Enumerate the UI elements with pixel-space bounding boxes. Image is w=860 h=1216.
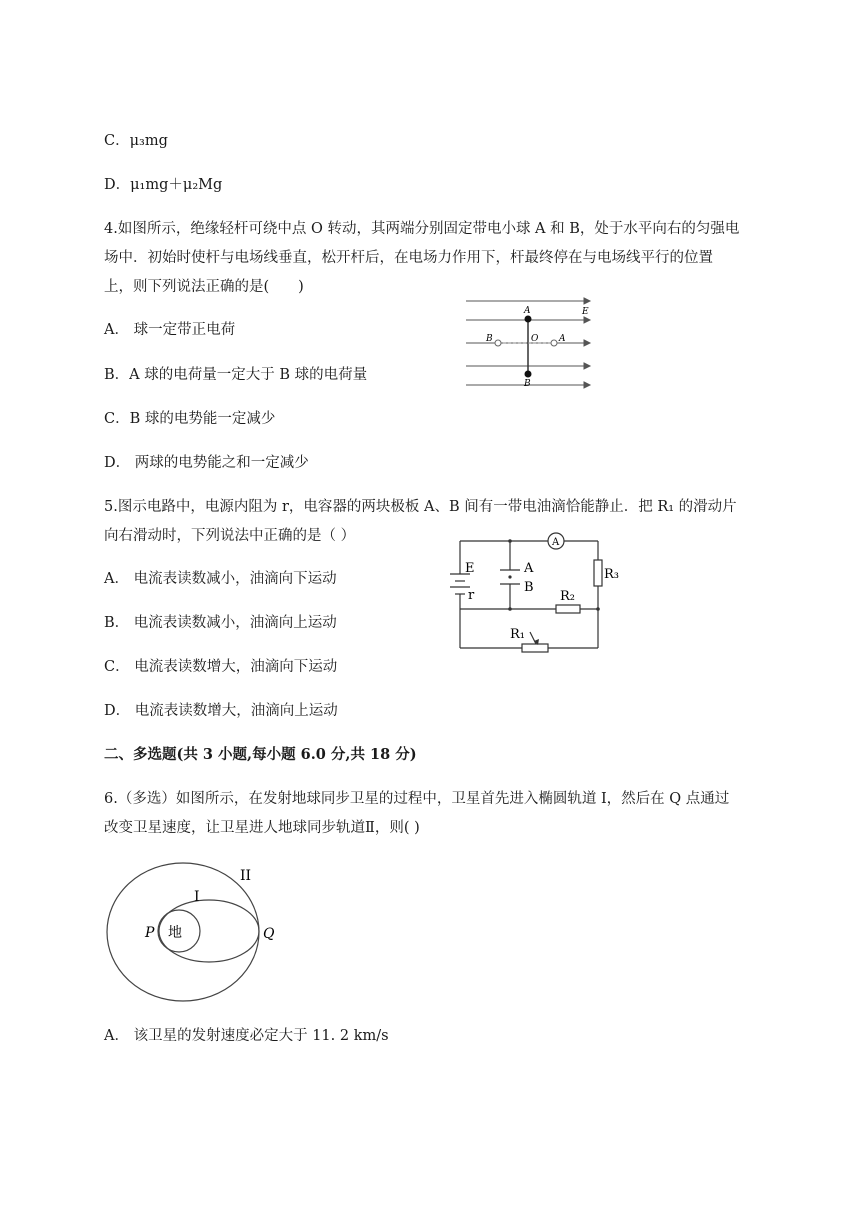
q4-label-b-bottom: B bbox=[524, 379, 531, 389]
q4-label-a-top: A bbox=[524, 306, 531, 316]
q6-option-a: A． 该卫星的发射速度必定大于 11. 2 km/s bbox=[104, 1028, 389, 1044]
q6-label-q: Q bbox=[263, 926, 275, 942]
q4-label-b-left: B bbox=[486, 334, 493, 344]
q5-label-r2: R₂ bbox=[560, 589, 575, 604]
section-heading: 二、多选题(共 3 小题,每小题 6.0 分,共 18 分) bbox=[104, 746, 417, 763]
q4-stem-line3: 上，则下列说法正确的是( ) bbox=[104, 279, 304, 295]
q5-label-r1: R₁ bbox=[510, 627, 525, 642]
q6-label-p: P bbox=[145, 925, 155, 941]
q5-option-b: B． 电流表读数减小，油滴向上运动 bbox=[104, 615, 337, 631]
q5-option-d: D． 电流表读数增大，油滴向上运动 bbox=[104, 703, 338, 719]
q5-option-a: A． 电流表读数减小，油滴向下运动 bbox=[104, 571, 337, 587]
q4-option-d: D． 两球的电势能之和一定减少 bbox=[104, 455, 309, 471]
q5-ammeter-label: A bbox=[552, 537, 560, 548]
q5-label-r3: R₃ bbox=[604, 567, 619, 582]
q3-option-c: C．μ₃mg bbox=[104, 133, 168, 149]
q6-stem-line2: 改变卫星速度，让卫星进人地球同步轨道Ⅱ，则( ) bbox=[104, 820, 420, 836]
q3-option-d: D．μ₁mg＋μ₂Mg bbox=[104, 177, 223, 193]
q5-label-plate-a: A bbox=[524, 561, 534, 576]
q5-label-plate-b: B bbox=[524, 580, 534, 595]
q5-option-c: C． 电流表读数增大，油滴向下运动 bbox=[104, 659, 338, 675]
q4-label-a-right: A bbox=[559, 334, 566, 344]
q5-stem-line1: 5.图示电路中，电源内阻为 r，电容器的两块极板 A、B 间有一带电油滴恰能静止．把 R₁ 的滑动片 bbox=[104, 499, 737, 515]
q4-label-o: O bbox=[531, 334, 539, 344]
q5-circuit-diagram bbox=[440, 528, 630, 662]
q5-label-r: r bbox=[468, 588, 475, 603]
q4-option-c: C．B 球的电势能一定减少 bbox=[104, 411, 276, 427]
q6-orbit-diagram bbox=[104, 860, 304, 1006]
q4-stem-line1: 4.如图所示，绝缘轻杆可绕中点 O 转动，其两端分别固定带电小球 A 和 B，处于水平向右的匀强电 bbox=[104, 221, 740, 237]
q5-stem-line2: 向右滑动时，下列说法中正确的是（ ） bbox=[104, 528, 356, 544]
q4-option-b: B．A 球的电荷量一定大于 B 球的电荷量 bbox=[104, 367, 368, 383]
q4-label-e: E bbox=[582, 307, 589, 317]
q6-label-orbit-ii: II bbox=[240, 868, 252, 884]
q4-field-diagram bbox=[462, 295, 602, 395]
q6-stem-line1: 6.（多选）如图所示，在发射地球同步卫星的过程中，卫星首先进入椭圆轨道 I，然后在 Q 点通过 bbox=[104, 791, 730, 807]
q6-label-orbit-i: I bbox=[194, 889, 200, 905]
q5-label-e: E bbox=[465, 561, 475, 576]
q6-label-earth: 地 bbox=[168, 925, 182, 941]
q4-stem-line2: 场中．初始时使杆与电场线垂直，松开杆后，在电场力作用下，杆最终停在与电场线平行的位置 bbox=[104, 250, 713, 266]
q4-option-a: A． 球一定带正电荷 bbox=[104, 322, 236, 338]
